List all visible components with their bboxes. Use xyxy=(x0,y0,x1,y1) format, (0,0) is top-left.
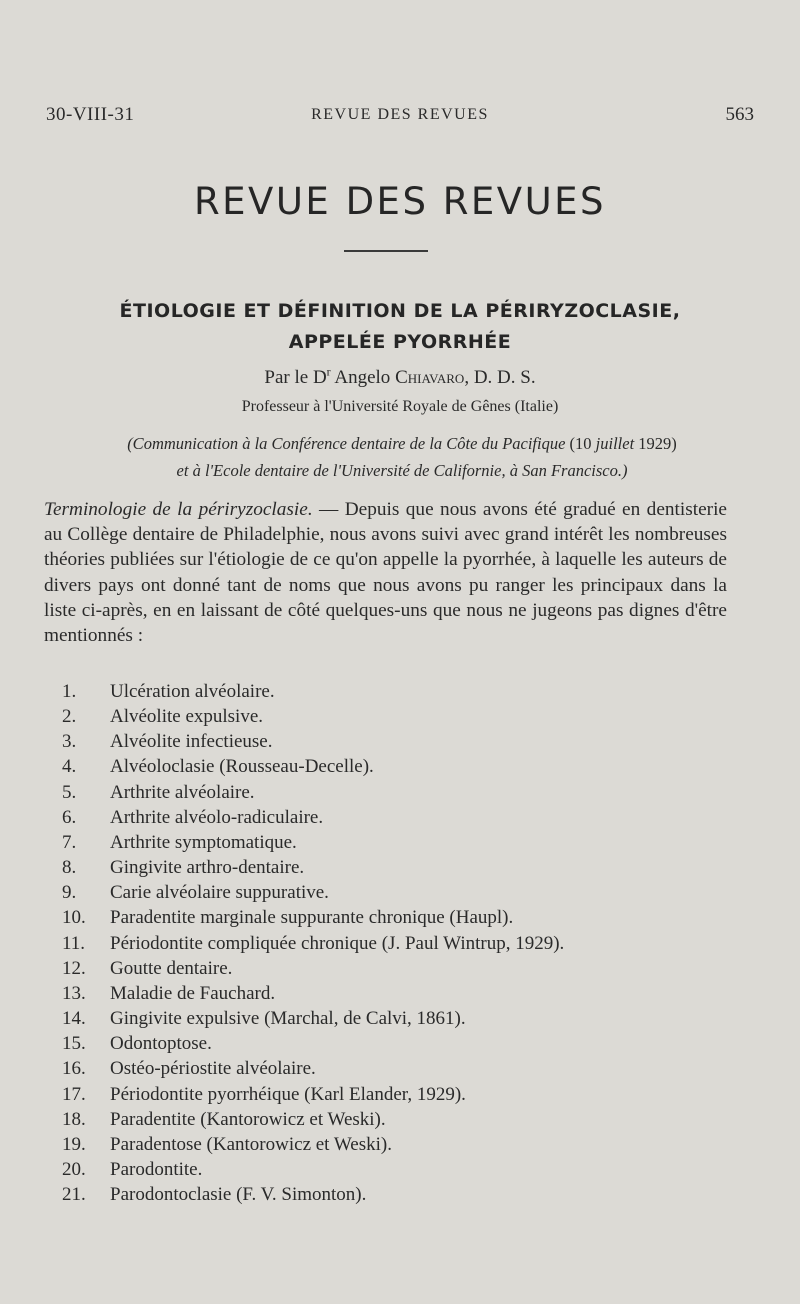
list-item xyxy=(62,679,564,704)
communication-year: 1929) xyxy=(634,434,677,453)
communication-school: et à l'Ecole dentaire de l'Université de Californie, à San Francisco.) xyxy=(176,461,628,480)
communication-conference: (Communication à la Conférence dentaire de la Côte du Pacifique xyxy=(127,434,566,453)
list-item-number: 15. xyxy=(62,1033,86,1055)
list-item-text: Alvéolite expulsive. xyxy=(110,706,264,728)
header-date: 30-VIII-31 xyxy=(46,104,135,125)
list-item-number: 7. xyxy=(62,831,77,853)
list-item xyxy=(62,880,564,905)
communication-month: juillet xyxy=(595,434,635,453)
list-item-text: Parodontite. xyxy=(110,1158,203,1180)
list-item xyxy=(62,729,564,754)
body-paragraph xyxy=(44,497,727,648)
paragraph-lead: Terminologie de la périryzoclasie. xyxy=(44,499,313,520)
list-item-text: Gingivite arthro-dentaire. xyxy=(110,857,305,879)
list-item-text: Ostéo-périostite alvéolaire. xyxy=(110,1058,316,1080)
title-rule xyxy=(344,250,428,252)
list-item-text: Périodontite compliquée chronique (J. Paul Wintrup, 1929). xyxy=(110,932,565,954)
list-item-number: 4. xyxy=(62,756,77,778)
list-item-text: Arthrite symptomatique. xyxy=(110,831,297,853)
list-item-number: 6. xyxy=(62,806,77,828)
list-item-number: 20. xyxy=(62,1158,86,1180)
list-item-number: 8. xyxy=(62,857,77,879)
list-item-text: Alvéolite infectieuse. xyxy=(110,731,273,753)
list-item xyxy=(62,956,564,981)
list-item-text: Carie alvéolaire suppurative. xyxy=(110,882,329,904)
communication-line-2 xyxy=(44,457,760,484)
list-item-text: Ulcération alvéolaire. xyxy=(110,681,275,702)
list-item xyxy=(62,704,564,729)
list-item-text: Odontoptose. xyxy=(110,1033,212,1055)
list-item xyxy=(62,905,564,930)
list-item xyxy=(62,1107,564,1132)
list-item-text: Parodontoclasie (F. V. Simonton). xyxy=(110,1184,367,1206)
list-item-text: Périodontite pyorrhéique (Karl Elander, 1929). xyxy=(110,1083,466,1105)
author-line xyxy=(0,364,800,389)
list-item xyxy=(62,1006,564,1031)
list-item-text: Alvéoloclasie (Rousseau-Decelle). xyxy=(110,756,374,778)
list-item-text: Maladie de Fauchard. xyxy=(110,982,276,1004)
list-item xyxy=(62,1082,564,1107)
list-item xyxy=(62,1182,564,1207)
list-item-number: 16. xyxy=(62,1058,86,1080)
list-item-number: 9. xyxy=(62,882,77,904)
list-item-text: Paradentose (Kantorowicz et Weski). xyxy=(110,1133,392,1155)
list-item xyxy=(62,1132,564,1157)
list-item-text: Arthrite alvéolo-radiculaire. xyxy=(110,806,324,828)
list-item-number: 13. xyxy=(62,982,86,1004)
list-item-text: Arthrite alvéolaire. xyxy=(110,781,255,803)
list-item-text: Gingivite expulsive (Marchal, de Calvi, 1861). xyxy=(110,1008,466,1030)
list-item xyxy=(62,981,564,1006)
list-item-number: 18. xyxy=(62,1108,86,1130)
author-superscript: r xyxy=(326,364,331,379)
list-item-text: Paradentite (Kantorowicz et Weski). xyxy=(110,1108,386,1130)
communication-note xyxy=(44,430,760,484)
list-item xyxy=(62,855,564,880)
communication-day: (10 xyxy=(565,434,596,453)
section-title: REVUE DES REVUES xyxy=(193,180,607,223)
list-item-number: 14. xyxy=(62,1008,86,1030)
list-item xyxy=(62,1031,564,1056)
author-degree: , D. D. S. xyxy=(464,367,536,388)
list-item xyxy=(62,830,564,855)
list-item xyxy=(62,931,564,956)
list-item-number: 11. xyxy=(62,932,86,954)
list-item-number: 21. xyxy=(62,1184,86,1206)
author-prefix: Par le D xyxy=(264,367,327,388)
list-item-text: Goutte dentaire. xyxy=(110,957,233,979)
list-item-number: 3. xyxy=(62,731,77,753)
author-last-name: Chiavaro xyxy=(395,367,465,388)
list-item-text: Paradentite marginale suppurante chronique (Haupl). xyxy=(110,907,514,929)
list-item xyxy=(62,1157,564,1182)
list-item-number: 10. xyxy=(62,907,86,929)
author-first-name: Angelo xyxy=(330,367,396,388)
header-running-title: REVUE DES REVUES xyxy=(311,106,489,123)
page-number: 563 xyxy=(725,104,754,125)
list-item xyxy=(62,1056,564,1081)
list-item-number: 1. xyxy=(62,681,77,702)
list-item-number: 5. xyxy=(62,781,77,803)
list-item-number: 2. xyxy=(62,706,77,728)
list-item-number: 19. xyxy=(62,1133,86,1155)
list-item-number: 17. xyxy=(62,1083,86,1105)
list-item-number: 12. xyxy=(62,957,86,979)
communication-line-1 xyxy=(44,430,760,457)
running-header xyxy=(46,104,754,134)
terminology-list xyxy=(62,679,564,1207)
list-item xyxy=(62,780,564,805)
list-item xyxy=(62,805,564,830)
article-title xyxy=(40,296,760,358)
article-title-line-1: ÉTIOLOGIE ET DÉFINITION DE LA PÉRIRYZOCLASIE, xyxy=(119,300,681,322)
list-item xyxy=(62,754,564,779)
author-affiliation: Professeur à l'Université Royale de Gênes (Italie) xyxy=(241,398,559,415)
paragraph-body: — Depuis que nous avons été gradué en dentisterie au Collège dentaire de Philadelphie, nous avons suivi avec grand intérêt les nombreuses théories publiées sur l'étiologie de ce qu'on appelle la pyorrhée, à laquelle les auteurs de divers pays ont donné tant de noms que nous avons pu ranger les principaux dans la liste ci-après, en en laissant de côté quelques-uns que nous ne jugeons pas dignes d'être mentionnés : xyxy=(44,499,727,647)
article-title-line-2: APPELÉE PYORRHÉE xyxy=(288,331,512,353)
